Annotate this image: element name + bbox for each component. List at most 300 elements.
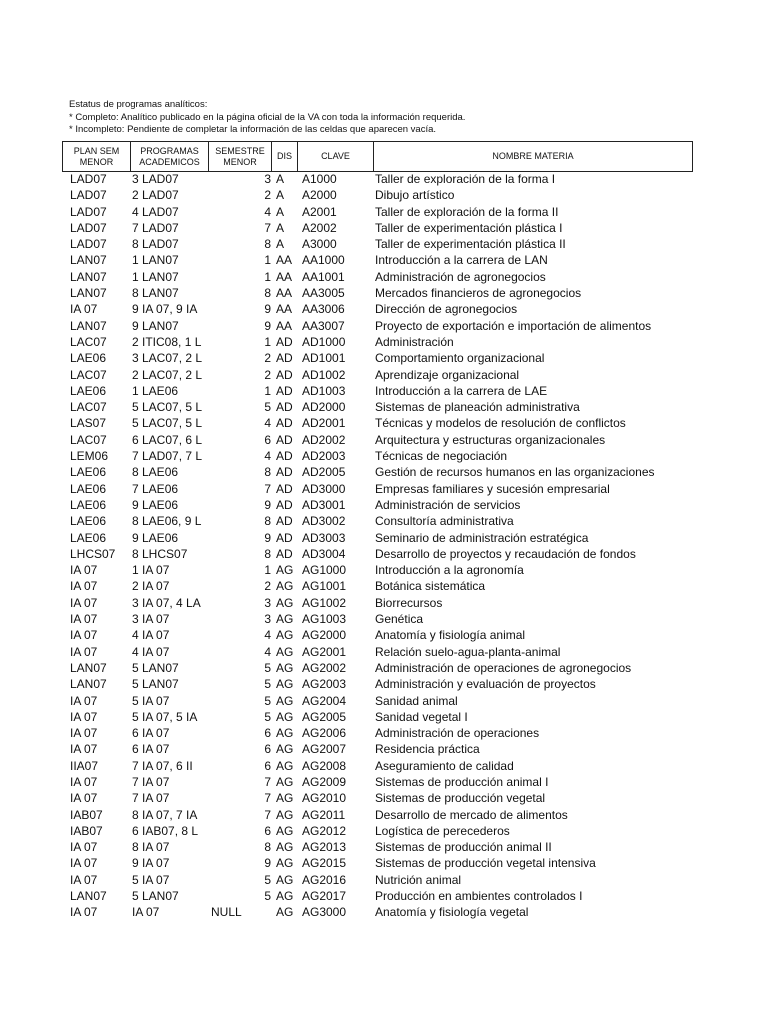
cell-semestre: 6	[264, 432, 271, 447]
cell-plan: IA 07	[70, 774, 98, 789]
cell-dis: AG	[276, 856, 294, 871]
table-row	[0, 383, 768, 399]
cell-nombre-materia: Aprendizaje organizacional	[375, 367, 520, 382]
cell-programas: 5 LAC07, 5 L	[132, 416, 203, 431]
cell-semestre: 1	[264, 563, 271, 578]
cell-plan: IA 07	[70, 644, 98, 659]
table-row	[0, 790, 768, 806]
cell-programas: 5 LAN07	[132, 889, 179, 904]
cell-semestre: 3	[264, 612, 271, 627]
cell-clave: AG2004	[302, 693, 347, 708]
cell-dis: AD	[276, 351, 293, 366]
cell-nombre-materia: Logística de perecederos	[375, 823, 510, 838]
cell-programas: 8 LAE06, 9 L	[132, 514, 202, 529]
table-row	[0, 627, 768, 643]
cell-dis: AD	[276, 383, 293, 398]
cell-dis: AG	[276, 742, 294, 757]
cell-dis: AG	[276, 677, 294, 692]
cell-semestre: 4	[264, 644, 271, 659]
cell-clave: A2000	[302, 188, 337, 203]
cell-plan: IA 07	[70, 595, 98, 610]
cell-programas: 8 LAE06	[132, 465, 179, 480]
cell-programas: 3 LAC07, 2 L	[132, 351, 203, 366]
cell-dis: AG	[276, 612, 294, 627]
cell-clave: AG2007	[302, 742, 347, 757]
cell-clave: AD3000	[302, 481, 346, 496]
cell-programas: 9 LAE06	[132, 530, 179, 545]
cell-dis: AA	[276, 286, 293, 301]
table-row	[0, 252, 768, 268]
cell-nombre-materia: Relación suelo-agua-planta-animal	[375, 644, 561, 659]
cell-programas: 6 IAB07, 8 L	[132, 823, 199, 838]
table-body	[0, 171, 768, 921]
cell-semestre: 4	[264, 449, 271, 464]
cell-programas: 2 LAD07	[132, 188, 179, 203]
table-row	[0, 741, 768, 757]
cell-plan: IA 07	[70, 872, 98, 887]
cell-dis: AG	[276, 693, 294, 708]
cell-programas: 1 IA 07	[132, 563, 170, 578]
cell-plan: LAE06	[70, 514, 107, 529]
cell-semestre: 2	[264, 188, 271, 203]
cell-dis: A	[276, 204, 285, 219]
cell-dis: AD	[276, 497, 293, 512]
cell-plan: LAE06	[70, 383, 107, 398]
cell-dis: AD	[276, 416, 293, 431]
cell-semestre: 8	[264, 465, 271, 480]
cell-semestre: 6	[264, 726, 271, 741]
cell-clave: AD1001	[302, 351, 346, 366]
cell-semestre: 6	[264, 742, 271, 757]
cell-nombre-materia: Administración de agronegocios	[375, 269, 546, 284]
cell-programas: 5 IA 07	[132, 872, 170, 887]
cell-dis: A	[276, 237, 285, 252]
cell-semestre: 2	[264, 367, 271, 382]
cell-plan: IA 07	[70, 563, 98, 578]
cell-dis: AG	[276, 889, 294, 904]
cell-dis: AG	[276, 595, 294, 610]
cell-nombre-materia: Seminario de administración estratégica	[375, 530, 589, 545]
cell-nombre-materia: Administración de operaciones de agronegocios	[375, 660, 632, 675]
table-row	[0, 888, 768, 904]
cell-nombre-materia: Aseguramiento de calidad	[375, 758, 514, 773]
cell-programas: 1 LAN07	[132, 253, 179, 268]
cell-dis: AG	[276, 840, 294, 855]
cell-clave: AD1002	[302, 367, 346, 382]
cell-programas: IA 07	[132, 905, 160, 920]
cell-nombre-materia: Consultoría administrativa	[375, 514, 514, 529]
cell-clave: AD3001	[302, 497, 346, 512]
cell-semestre: 4	[264, 416, 271, 431]
cell-programas: 3 IA 07, 4 LA	[132, 595, 201, 610]
table-row	[0, 578, 768, 594]
cell-nombre-materia: Nutrición animal	[375, 872, 462, 887]
cell-clave: AG3000	[302, 905, 347, 920]
cell-programas: 6 IA 07	[132, 742, 170, 757]
cell-programas: 2 LAC07, 2 L	[132, 367, 203, 382]
cell-programas: 7 IA 07, 6 II	[132, 758, 193, 773]
cell-clave: AG2006	[302, 726, 347, 741]
cell-programas: 9 IA 07, 9 IA	[132, 302, 198, 317]
cell-plan: LAE06	[70, 465, 107, 480]
cell-plan: LAN07	[70, 269, 107, 284]
cell-dis: AG	[276, 758, 294, 773]
cell-plan: LAC07	[70, 334, 107, 349]
status-notes	[69, 99, 465, 137]
cell-dis: AD	[276, 530, 293, 545]
cell-dis: AG	[276, 628, 294, 643]
cell-semestre: 4	[264, 628, 271, 643]
cell-clave: AG2000	[302, 628, 347, 643]
table-row	[0, 220, 768, 236]
cell-programas: 5 IA 07	[132, 693, 170, 708]
cell-clave: AD1000	[302, 334, 346, 349]
table-row	[0, 269, 768, 285]
cell-plan: IA 07	[70, 791, 98, 806]
cell-plan: IA 07	[70, 905, 98, 920]
cell-clave: AG2015	[302, 856, 347, 871]
table-row	[0, 171, 768, 187]
header-nombre-materia: NOMBRE MATERIA	[492, 151, 574, 161]
cell-plan: LAE06	[70, 530, 107, 545]
table-row	[0, 481, 768, 497]
cell-nombre-materia: Sistemas de producción vegetal	[375, 791, 546, 806]
cell-plan: IAB07	[70, 823, 103, 838]
table-row	[0, 367, 768, 383]
table-row	[0, 709, 768, 725]
cell-plan: LAN07	[70, 889, 107, 904]
cell-programas: 5 IA 07, 5 IA	[132, 709, 198, 724]
cell-semestre: 1	[264, 269, 271, 284]
cell-dis: AD	[276, 449, 293, 464]
cell-nombre-materia: Sistemas de planeación administrativa	[375, 400, 580, 415]
cell-programas: 4 IA 07	[132, 644, 170, 659]
cell-nombre-materia: Desarrollo de mercado de alimentos	[375, 807, 568, 822]
cell-plan: IA 07	[70, 856, 98, 871]
table-row	[0, 676, 768, 692]
cell-clave: AA3006	[302, 302, 345, 317]
cell-semestre: 9	[264, 530, 271, 545]
cell-clave: AD1003	[302, 383, 346, 398]
cell-programas: 7 LAD07	[132, 220, 179, 235]
cell-programas: 4 IA 07	[132, 628, 170, 643]
cell-clave: AG2009	[302, 774, 347, 789]
cell-nombre-materia: Técnicas de negociación	[375, 449, 508, 464]
table-row	[0, 595, 768, 611]
cell-semestre: 1	[264, 334, 271, 349]
cell-dis: AG	[276, 807, 294, 822]
cell-clave: AG2013	[302, 840, 347, 855]
cell-plan: LAS07	[70, 416, 107, 431]
notes-complete: * Completo: Analítico publicado en la página oficial de la VA con toda la información requerida.	[69, 111, 466, 123]
cell-nombre-materia: Arquitectura y estructuras organizacionales	[375, 432, 606, 447]
cell-semestre: 8	[264, 514, 271, 529]
cell-dis: AD	[276, 514, 293, 529]
table-row	[0, 839, 768, 855]
table-row	[0, 660, 768, 676]
cell-plan: LAN07	[70, 660, 107, 675]
cell-clave: AA1000	[302, 253, 345, 268]
cell-plan: IA 07	[70, 302, 98, 317]
table-row	[0, 285, 768, 301]
cell-dis: AG	[276, 644, 294, 659]
cell-dis: A	[276, 172, 285, 186]
cell-nombre-materia: Introducción a la carrera de LAE	[375, 383, 548, 398]
cell-semestre: 8	[264, 286, 271, 301]
cell-nombre-materia: Taller de exploración de la forma I	[375, 172, 556, 186]
cell-plan: IA 07	[70, 628, 98, 643]
cell-semestre: 9	[264, 318, 271, 333]
cell-programas: 8 IA 07	[132, 840, 170, 855]
cell-semestre: 7	[264, 220, 271, 235]
cell-nombre-materia: Empresas familiares y sucesión empresarial	[375, 481, 610, 496]
cell-nombre-materia: Genética	[375, 612, 424, 627]
cell-dis: AG	[276, 660, 294, 675]
cell-semestre: 1	[264, 253, 271, 268]
cell-clave: AA3007	[302, 318, 345, 333]
cell-semestre: 5	[264, 400, 271, 415]
cell-nombre-materia: Desarrollo de proyectos y recaudación de fondos	[375, 546, 636, 561]
cell-nombre-materia: Taller de experimentación plástica I	[375, 220, 563, 235]
cell-nombre-materia: Residencia práctica	[375, 742, 480, 757]
cell-dis: AD	[276, 465, 293, 480]
cell-plan: LEM06	[70, 449, 109, 464]
table-row	[0, 807, 768, 823]
cell-nombre-materia: Sanidad vegetal I	[375, 709, 468, 724]
table-row	[0, 464, 768, 480]
cell-plan: LHCS07	[70, 546, 116, 561]
cell-semestre: 7	[264, 807, 271, 822]
cell-dis: AD	[276, 367, 293, 382]
table-row	[0, 872, 768, 888]
cell-dis: AA	[276, 302, 293, 317]
table-row	[0, 497, 768, 513]
cell-dis: A	[276, 188, 285, 203]
cell-clave: AG2008	[302, 758, 347, 773]
cell-programas: 5 LAN07	[132, 660, 179, 675]
cell-dis: AA	[276, 318, 293, 333]
cell-nombre-materia: Anatomía y fisiología vegetal	[375, 905, 529, 920]
cell-programas: 6 LAC07, 6 L	[132, 432, 203, 447]
cell-programas: 6 IA 07	[132, 726, 170, 741]
table-header	[62, 141, 693, 172]
cell-dis: AG	[276, 823, 294, 838]
cell-programas: 4 LAD07	[132, 204, 179, 219]
cell-nombre-materia: Sistemas de producción animal I	[375, 774, 549, 789]
cell-semestre: 3	[264, 172, 271, 186]
cell-plan: LAD07	[70, 188, 107, 203]
cell-semestre: 5	[264, 709, 271, 724]
cell-clave: AG2003	[302, 677, 347, 692]
cell-programas: 8 LHCS07	[132, 546, 188, 561]
cell-plan: LAN07	[70, 677, 107, 692]
cell-clave: AD3002	[302, 514, 346, 529]
cell-clave: AD2000	[302, 400, 346, 415]
cell-clave: AD2001	[302, 416, 346, 431]
cell-programas: 8 IA 07, 7 IA	[132, 807, 198, 822]
cell-clave: AG2010	[302, 791, 347, 806]
cell-plan: LAD07	[70, 172, 107, 186]
cell-programas: 7 IA 07	[132, 774, 170, 789]
cell-dis: A	[276, 220, 285, 235]
cell-semestre: 9	[264, 302, 271, 317]
table-row	[0, 774, 768, 790]
table-row	[0, 758, 768, 774]
cell-plan: IA 07	[70, 709, 98, 724]
cell-nombre-materia: Sistemas de producción vegetal intensiva	[375, 856, 596, 871]
cell-programas: 3 IA 07	[132, 612, 170, 627]
table-row	[0, 546, 768, 562]
cell-nombre-materia: Técnicas y modelos de resolución de conflictos	[375, 416, 626, 431]
table-row	[0, 318, 768, 334]
cell-clave: A3000	[302, 237, 337, 252]
cell-programas: 1 LAE06	[132, 383, 179, 398]
cell-clave: AD2005	[302, 465, 346, 480]
cell-semestre: 5	[264, 693, 271, 708]
cell-dis: AG	[276, 774, 294, 789]
cell-programas: 9 LAN07	[132, 318, 179, 333]
cell-nombre-materia: Comportamiento organizacional	[375, 351, 545, 366]
cell-clave: AG2001	[302, 644, 347, 659]
cell-clave: AG2016	[302, 872, 347, 887]
cell-nombre-materia: Anatomía y fisiología animal	[375, 628, 526, 643]
cell-semestre: 9	[264, 497, 271, 512]
cell-plan: LAC07	[70, 400, 107, 415]
cell-semestre: 2	[264, 579, 271, 594]
cell-nombre-materia: Sanidad animal	[375, 693, 458, 708]
cell-nombre-materia: Biorrecursos	[375, 595, 443, 610]
cell-programas: 2 IA 07	[132, 579, 170, 594]
cell-plan: LAN07	[70, 253, 107, 268]
cell-clave: A2002	[302, 220, 337, 235]
cell-dis: AG	[276, 563, 294, 578]
cell-plan: IA 07	[70, 840, 98, 855]
cell-dis: AG	[276, 905, 294, 920]
cell-semestre: 4	[264, 204, 271, 219]
cell-semestre: 6	[264, 823, 271, 838]
cell-clave: AG2005	[302, 709, 347, 724]
cell-clave: AG2002	[302, 660, 347, 675]
table-row	[0, 693, 768, 709]
cell-semestre: 6	[264, 758, 271, 773]
cell-clave: AD2002	[302, 432, 346, 447]
cell-clave: AG1003	[302, 612, 347, 627]
cell-clave: AD3004	[302, 546, 346, 561]
cell-plan: LAC07	[70, 367, 107, 382]
notes-incomplete: * Incompleto: Pendiente de completar la información de las celdas que aparecen vacía.	[69, 124, 437, 135]
cell-programas: 3 LAD07	[132, 172, 179, 186]
cell-semestre: 3	[264, 595, 271, 610]
cell-null: NULL	[211, 905, 242, 920]
cell-semestre: 5	[264, 660, 271, 675]
cell-programas: 8 LAN07	[132, 286, 179, 301]
cell-plan: LAD07	[70, 237, 107, 252]
cell-dis: AG	[276, 791, 294, 806]
cell-nombre-materia: Administración y evaluación de proyectos	[375, 677, 596, 692]
cell-clave: AG1002	[302, 595, 347, 610]
cell-semestre: 8	[264, 237, 271, 252]
header-semestre-menor: SEMESTRE MENOR	[209, 142, 272, 171]
cell-plan: LAN07	[70, 286, 107, 301]
cell-plan: IA 07	[70, 693, 98, 708]
table-row	[0, 530, 768, 546]
table-row	[0, 725, 768, 741]
table-row	[0, 236, 768, 252]
cell-nombre-materia: Administración de servicios	[375, 497, 521, 512]
table-row	[0, 399, 768, 415]
table-row	[0, 350, 768, 366]
cell-semestre: 2	[264, 351, 271, 366]
cell-clave: A2001	[302, 204, 337, 219]
cell-nombre-materia: Dirección de agronegocios	[375, 302, 518, 317]
table-row	[0, 334, 768, 350]
cell-plan: LAD07	[70, 220, 107, 235]
cell-programas: 9 LAE06	[132, 497, 179, 512]
cell-dis: AA	[276, 269, 293, 284]
cell-dis: AG	[276, 726, 294, 741]
cell-programas: 1 LAN07	[132, 269, 179, 284]
table-row	[0, 187, 768, 203]
cell-semestre: 5	[264, 889, 271, 904]
cell-plan: IA 07	[70, 612, 98, 627]
cell-programas: 7 IA 07	[132, 791, 170, 806]
cell-clave: AG2017	[302, 889, 347, 904]
cell-semestre: 5	[264, 872, 271, 887]
cell-plan: LAD07	[70, 204, 107, 219]
table-row	[0, 448, 768, 464]
cell-semestre: 7	[264, 481, 271, 496]
cell-plan: IA 07	[70, 726, 98, 741]
cell-programas: 7 LAE06	[132, 481, 179, 496]
cell-nombre-materia: Introducción a la carrera de LAN	[375, 253, 548, 268]
header-programas-academicos: PROGRAMAS ACADEMICOS	[131, 142, 209, 171]
cell-nombre-materia: Mercados financieros de agronegocios	[375, 286, 582, 301]
cell-dis: AG	[276, 579, 294, 594]
table-row	[0, 415, 768, 431]
cell-clave: AA3005	[302, 286, 345, 301]
notes-title: Estatus de programas analíticos:	[69, 99, 208, 110]
cell-nombre-materia: Producción en ambientes controlados I	[375, 889, 583, 904]
cell-clave: AD3003	[302, 530, 346, 545]
cell-nombre-materia: Dibujo artístico	[375, 188, 455, 203]
table-row	[0, 562, 768, 578]
cell-programas: 7 LAD07, 7 L	[132, 449, 203, 464]
cell-semestre: 8	[264, 840, 271, 855]
cell-semestre: 9	[264, 856, 271, 871]
cell-semestre: 8	[264, 546, 271, 561]
table-row	[0, 432, 768, 448]
cell-semestre: 5	[264, 677, 271, 692]
cell-dis: AD	[276, 432, 293, 447]
table-row	[0, 855, 768, 871]
cell-nombre-materia: Sistemas de producción animal II	[375, 840, 552, 855]
cell-clave: A1000	[302, 172, 337, 186]
table-row	[0, 611, 768, 627]
cell-plan: LAE06	[70, 481, 107, 496]
cell-dis: AD	[276, 334, 293, 349]
table-row	[0, 204, 768, 220]
table-row	[0, 301, 768, 317]
cell-plan: IAB07	[70, 807, 103, 822]
cell-nombre-materia: Administración	[375, 334, 454, 349]
cell-clave: AD2003	[302, 449, 346, 464]
cell-dis: AD	[276, 481, 293, 496]
cell-nombre-materia: Taller de exploración de la forma II	[375, 204, 559, 219]
cell-plan: LAC07	[70, 432, 107, 447]
cell-programas: 9 IA 07	[132, 856, 170, 871]
cell-dis: AD	[276, 400, 293, 415]
cell-semestre: 7	[264, 791, 271, 806]
